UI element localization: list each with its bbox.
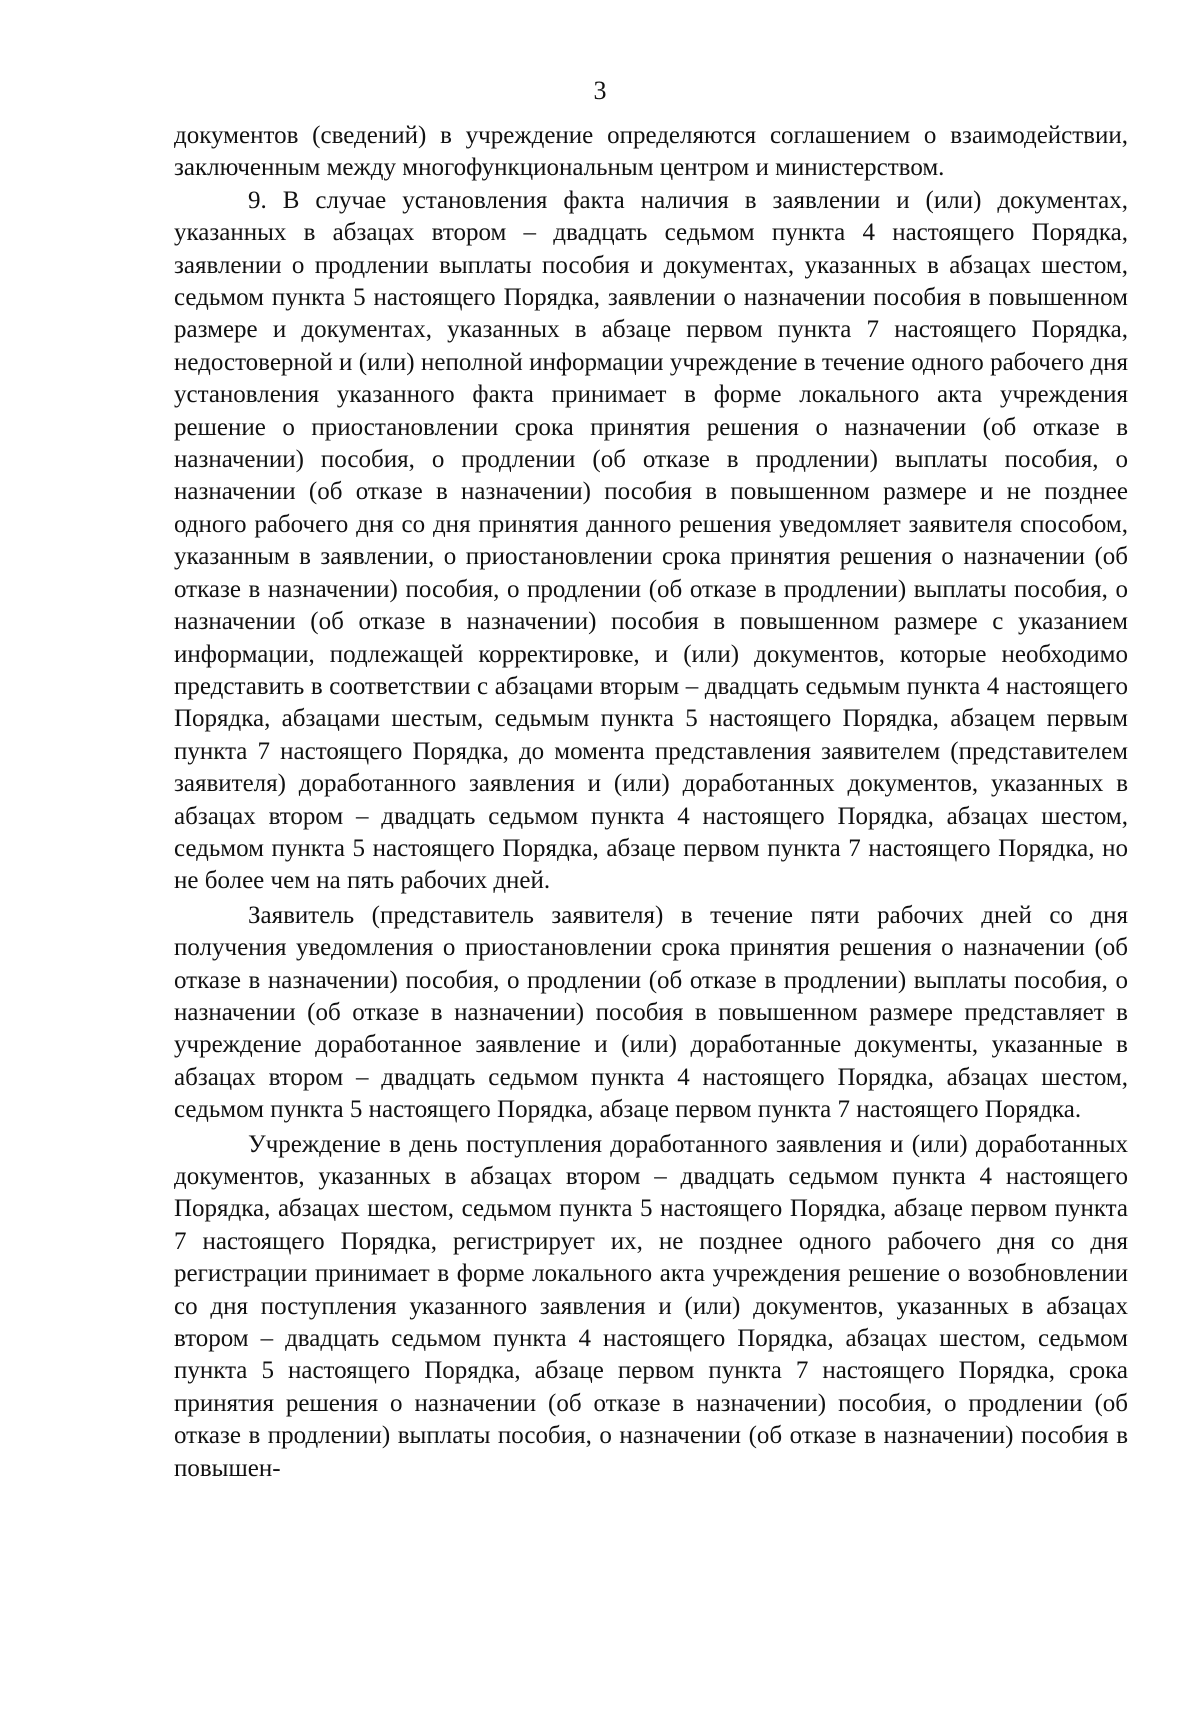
page-number: 3 [593, 76, 607, 105]
document-body [174, 120, 1128, 1485]
paragraph-institution: Учреждение в день поступления доработанного заявления и (или) доработанных документов, указанных в абзацах втором – двадцать седьмом пункта 4 настоящего Порядка, абзацах шестом, седьмом пункта 5 настоящего Порядка, абзаце первом пункта 7 настоящего Порядка, регистрирует их, не позднее одного рабочего дня со дня регистрации принимает в форме локального акта учреждения решение о возобновлении со дня поступления указанного заявления и (или) документов, указанных в абзацах втором – двадцать седьмом пункта 4 настоящего Порядка, абзацах шестом, седьмом пункта 5 настоящего Порядка, абзаце первом пункта 7 настоящего Порядка, срока принятия решения о назначении (об отказе в назначении) пособия, о продлении (об отказе в продлении) выплаты пособия, о назначении (об отказе в назначении) пособия в повышен- [174, 1130, 1128, 1482]
paragraph-continuation: документов (сведений) в учреждение определяются соглашением о взаимодействии, заключенным между многофункциональным центром и министерством. [174, 122, 1128, 182]
paragraph-item-9: 9. В случае установления факта наличия в заявлении и (или) документах, указанных в абзацах втором – двадцать седьмом пункта 4 настоящего Порядка, заявлении о продлении выплаты пособия и документах, указанных в абзацах шестом, седьмом пункта 5 настоящего Порядка, заявлении о назначении пособия в повышенном размере и документах, указанных в абзаце первом пункта 7 настоящего Порядка, недостоверной и (или) неполной информации учреждение в течение одного рабочего дня установления указанного факта принимает в форме локального акта учреждения решение о приостановлении срока принятия решения о назначении (об отказе в назначении) пособия, о продлении (об отказе в продлении) выплаты пособия, о назначении (об отказе в назначении) пособия в повышенном размере и не позднее одного рабочего дня со дня принятия данного решения уведомляет заявителя способом, указанным в заявлении, о приостановлении срока принятия решения о назначении (об отказе в назначении) пособия, о продлении (об отказе в продлении) выплаты пособия, о назначении (об отказе в назначении) пособия в повышенном размере с указанием информации, подлежащей корректировке, и (или) документов, которые необходимо представить в соответствии с абзацами вторым – двадцать седьмым пункта 4 настоящего Порядка, абзацами шестым, седьмым пункта 5 настоящего Порядка, абзацем первым пункта 7 настоящего Порядка, до момента представления заявителем (представителем заявителя) доработанного заявления и (или) доработанных документов, указанных в абзацах втором – двадцать седьмом пункта 4 настоящего Порядка, абзацах шестом, седьмом пункта 5 настоящего Порядка, абзаце первом пункта 7 настоящего Порядка, но не более чем на пять рабочих дней. [174, 186, 1128, 895]
paragraph-applicant: Заявитель (представитель заявителя) в течение пяти рабочих дней со дня получения уведомления о приостановлении срока принятия решения о назначении (об отказе в назначении) пособия, о продлении (об отказе в продлении) выплаты пособия, о назначении (об отказе в назначении) пособия в повышенном размере представляет в учреждение доработанное заявление и (или) доработанные документы, указанные в абзацах втором – двадцать седьмом пункта 4 настоящего Порядка, абзацах шестом, седьмом пункта 5 настоящего Порядка, абзаце первом пункта 7 настоящего Порядка. [174, 901, 1128, 1124]
